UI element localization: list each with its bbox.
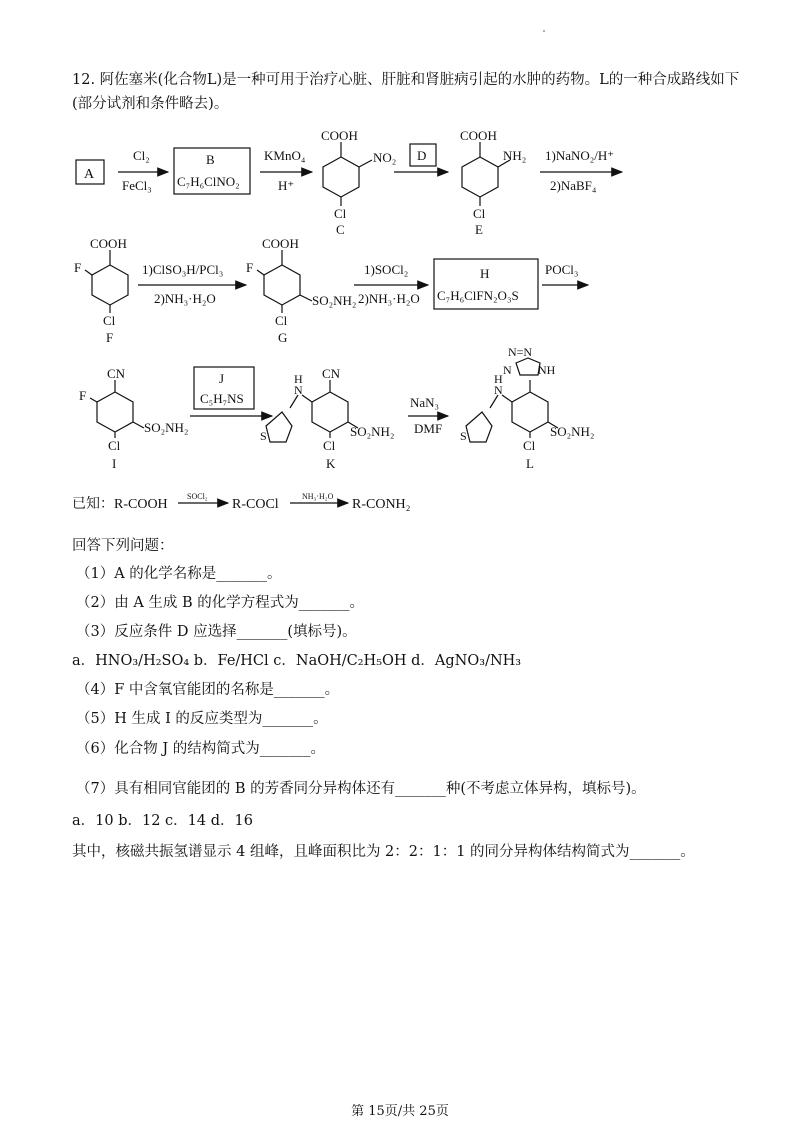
F-cl: Cl (103, 313, 116, 328)
known-arrow2: NH₃·H₂O (302, 492, 334, 501)
arrow5-top: 1)ClSO₃H/PCl₃ (142, 262, 224, 277)
options-q3: a．HNO₃/H₂SO₄ b．Fe/HCl c．NaOH/C₂H₅OH d．AgNO₃/NH₃ (72, 653, 522, 669)
I-cl: Cl (108, 438, 121, 453)
C-cooh: COOH (321, 128, 358, 143)
arrow7-top: POCl₃ (545, 262, 579, 277)
label-B: B (206, 152, 215, 167)
K-n: N (294, 383, 303, 397)
F-f: F (74, 260, 82, 275)
I-so2nh2: SO₂NH₂ (144, 420, 189, 435)
label-H: H (480, 266, 490, 281)
K-cn: CN (322, 366, 341, 381)
label-I: I (112, 456, 117, 471)
arrow2-bottom: H⁺ (278, 178, 295, 193)
L-so2nh2: SO₂NH₂ (550, 424, 595, 439)
formula-H: C₇H₆ClFN₂O₃S (437, 288, 519, 303)
G-cooh: COOH (262, 236, 299, 251)
arrow1-bottom: FeCl₃ (122, 178, 152, 193)
E-cooh: COOH (460, 128, 497, 143)
question-7: （7）具有相同官能团的 B 的芳香同分异构体还有_______种(不考虑立体异构，填标号)。 (76, 781, 646, 797)
label-F: F (106, 330, 114, 345)
arrow4-bottom: 2)NaBF₄ (550, 178, 597, 193)
label-L: L (526, 456, 534, 471)
C-no2: NO₂ (373, 150, 397, 165)
K-so2nh2: SO₂NH₂ (350, 424, 395, 439)
label-J: J (219, 371, 225, 386)
label-A: A (84, 167, 95, 182)
label-C: C (336, 222, 345, 237)
K-h: H (294, 372, 303, 386)
L-h: H (494, 372, 503, 386)
label-E: E (475, 222, 483, 237)
E-cl: Cl (473, 206, 486, 221)
F-cooh: COOH (90, 236, 127, 251)
known-end: R-CONH₂ (352, 497, 411, 512)
G-so2nh2: SO₂NH₂ (312, 293, 357, 308)
question-intro: 12. 阿佐塞米(化合物L)是一种可用于治疗心脏、肝脏和肾脏病引起的水肿的药物。L的一种合成路线如下(部分试剂和条件略去)。 (72, 72, 740, 112)
C-cl: Cl (334, 206, 347, 221)
question-6: （6）化合物 J 的结构简式为_______。 (76, 741, 326, 757)
formula-B: C₇H₆ClNO₂ (177, 174, 240, 189)
known-arrow1: SOCl₂ (187, 492, 208, 501)
G-f: F (246, 260, 254, 275)
E-nh2: NH₂ (503, 148, 527, 163)
known-mid: R-COCl (232, 497, 279, 512)
synthesis-scheme (0, 0, 800, 512)
formula-J: C₅H₇NS (200, 391, 244, 406)
arrow4-top: 1)NaNO₂/H⁺ (545, 148, 615, 163)
K-s: S (260, 429, 267, 443)
question-5: （5）H 生成 I 的反应类型为_______。 (76, 711, 328, 727)
known-prefix: 已知：R-COOH (72, 497, 168, 512)
question-1: （1）A 的化学名称是_______。 (76, 566, 282, 582)
K-cl: Cl (323, 438, 336, 453)
G-cl: Cl (275, 313, 288, 328)
L-n2: N (494, 383, 503, 397)
question-4: （4）F 中含氧官能团的名称是_______。 (76, 682, 340, 698)
arrow1-top: Cl₂ (133, 148, 150, 163)
L-tetrazole-top: N=N (508, 345, 533, 359)
arrow2-top: KMnO₄ (264, 148, 306, 163)
L-nh: NH (538, 363, 556, 377)
question-3: （3）反应条件 D 应选择_______(填标号)。 (76, 624, 357, 640)
arrow6-top: 1)SOCl₂ (364, 262, 409, 277)
arrow5-bottom: 2)NH₃·H₂O (154, 291, 216, 306)
arrow9-top: NaN₃ (410, 395, 440, 410)
L-cl: Cl (523, 438, 536, 453)
arrow9-bottom: DMF (414, 421, 443, 436)
question-2: （2）由 A 生成 B 的化学方程式为_______。 (76, 595, 365, 611)
page-footer: 第 15页/共 25页 (351, 1104, 449, 1119)
label-G: G (278, 330, 288, 345)
L-s: S (460, 429, 467, 443)
options-q7: a．10 b．12 c．14 d．16 (72, 813, 253, 829)
label-D: D (417, 148, 427, 163)
arrow6-bottom: 2)NH₃·H₂O (358, 291, 420, 306)
I-f: F (79, 388, 87, 403)
L-n: N (503, 363, 512, 377)
answer-prompt: 回答下列问题： (72, 538, 174, 554)
I-cn: CN (107, 366, 126, 381)
label-K: K (326, 456, 336, 471)
final-question: 其中，核磁共振氢谱显示 4 组峰，且峰面积比为 2：2：1：1 的同分异构体结构简式为_______。 (72, 844, 695, 860)
